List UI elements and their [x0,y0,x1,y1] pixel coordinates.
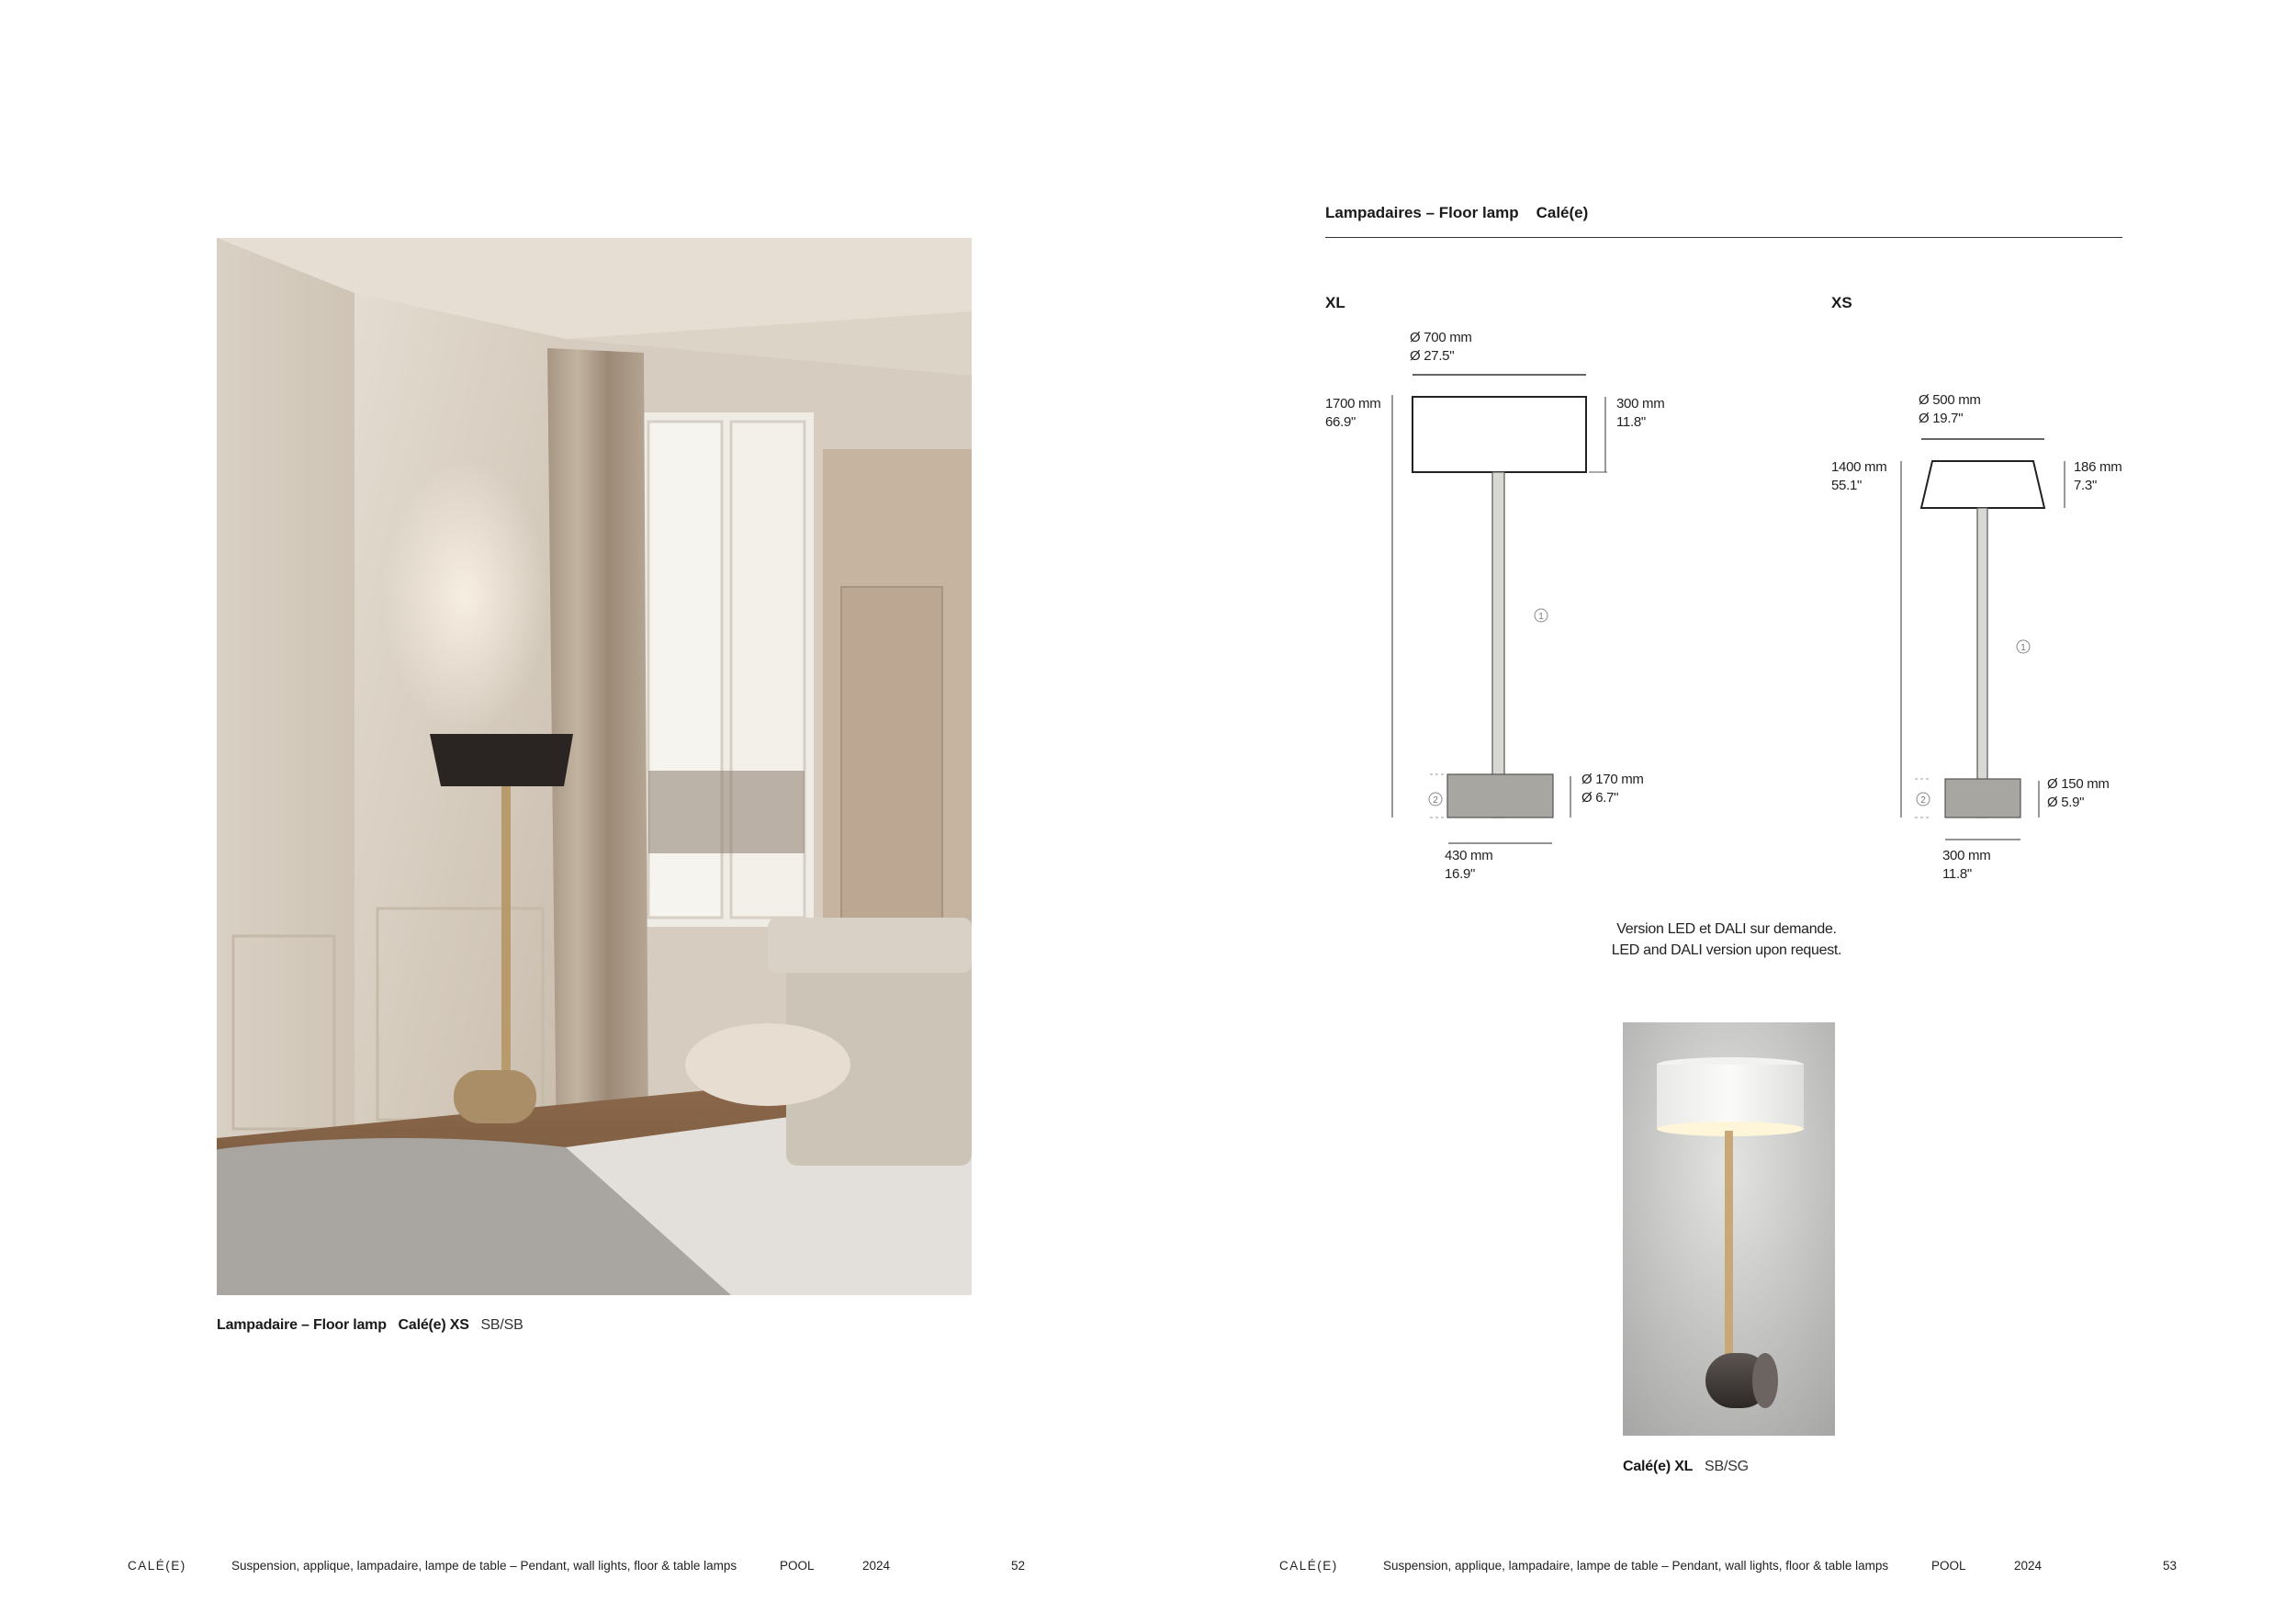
room-interior-image [217,238,972,1295]
footer-year-right: 2024 [2014,1559,2043,1573]
room-photo [217,238,972,1295]
xs-shade-height-in: 7.3" [2074,478,2097,493]
xl-base-length-in: 16.9" [1445,866,1476,882]
xs-marker-1: 1 [2020,643,2026,653]
product-caption-finish: SB/SG [1705,1459,1749,1474]
xl-base-diameter-mm: Ø 170 mm [1581,772,1644,787]
xl-height [1325,395,1380,432]
xl-base-length [1445,847,1492,884]
xs-marker-2: 2 [1920,795,1926,806]
note-french: Version LED et DALI sur demande. [1616,921,1837,937]
xl-height-mm: 1700 mm [1325,396,1381,412]
xl-shade-height [1616,395,1664,432]
product-photo [1623,1022,1835,1436]
xl-base-diameter [1581,771,1644,807]
xl-shade-height-in: 11.8" [1616,414,1646,430]
floor-lamp-product-image [1623,1022,1835,1436]
xs-base-length [1942,847,1990,884]
caption-finish: SB/SB [480,1317,523,1333]
xl-marker-1: 1 [1538,612,1544,622]
caption-type: Lampadaire – Floor lamp [217,1317,387,1333]
xs-shade-diameter [1919,391,1981,428]
product-photo-caption [1623,1459,1749,1475]
footer-page-number: 52 [1011,1559,1026,1573]
xs-height-mm: 1400 mm [1831,459,1887,475]
xl-marker-2: 2 [1433,795,1438,806]
xs-shade-diameter-in: Ø 19.7" [1919,411,1964,426]
technical-drawing [1304,276,2149,919]
title-model: Calé(e) [1536,204,1589,221]
xs-label: XS [1831,294,1852,311]
footer-brand-right: CALÉ(E) [1279,1559,1338,1573]
led-dali-note [1543,919,1910,961]
footer-brand: CALÉ(E) [128,1559,186,1573]
xl-shade-diameter-in: Ø 27.5" [1410,348,1455,364]
xs-base-diameter [2047,775,2110,812]
footer-year: 2024 [862,1559,891,1573]
xl-label: XL [1325,294,1345,311]
footer-collection: POOL [780,1559,815,1573]
footer-description-right: Suspension, applique, lampadaire, lampe de table – Pendant, wall lights, floor & table lamps [1383,1559,1889,1573]
xs-shade-height-mm: 186 mm [2074,459,2122,475]
footer-page-number-right: 53 [2163,1559,2178,1573]
xl-shade-diameter [1410,329,1472,366]
xs-base-diameter-in: Ø 5.9" [2047,795,2085,810]
note-english: LED and DALI version upon request. [1611,942,1842,958]
xs-base-length-mm: 300 mm [1942,848,1991,863]
xl-base-diameter-in: Ø 6.7" [1581,790,1619,806]
xl-base-length-mm: 430 mm [1445,848,1493,863]
footer-collection-right: POOL [1931,1559,1966,1573]
header-divider [1325,237,2122,238]
xs-height-in: 55.1" [1831,478,1863,493]
xs-shade-height [2074,458,2122,495]
xs-base-diameter-mm: Ø 150 mm [2047,776,2110,792]
xl-lamp-drawing [1392,375,1607,843]
xl-shade-height-mm: 300 mm [1616,396,1665,412]
room-photo-caption [217,1317,523,1334]
xs-lamp-drawing [1901,439,2065,840]
xs-height [1831,458,1886,495]
product-caption-model: Calé(e) XL [1623,1459,1694,1474]
title-type: Lampadaires – Floor lamp [1325,204,1519,221]
xl-height-in: 66.9" [1325,414,1356,430]
xl-shade-diameter-mm: Ø 700 mm [1410,330,1472,345]
caption-model: Calé(e) XS [398,1317,469,1333]
page-title [1325,204,1588,222]
xs-shade-diameter-mm: Ø 500 mm [1919,392,1981,408]
footer-description: Suspension, applique, lampadaire, lampe de table – Pendant, wall lights, floor & table lamps [231,1559,737,1573]
xs-base-length-in: 11.8" [1942,866,1972,882]
